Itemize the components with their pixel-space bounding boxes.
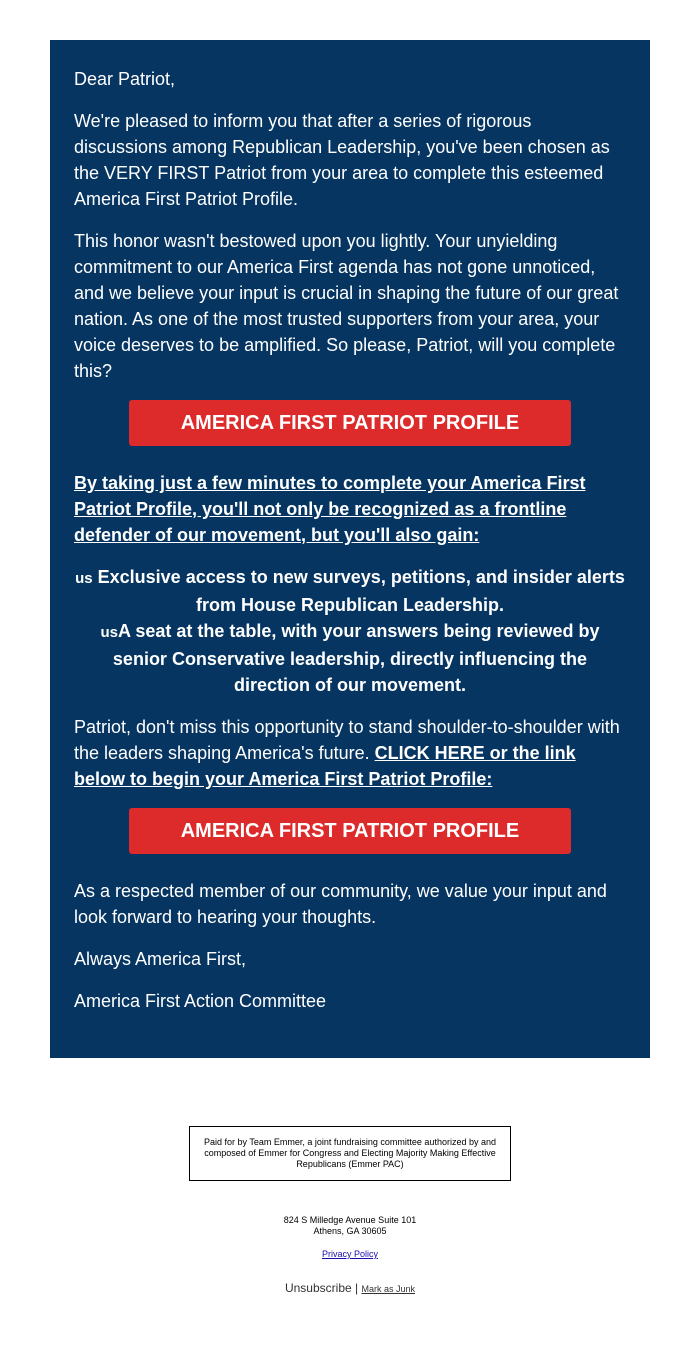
paragraph-intro: We're pleased to inform you that after a series of rigorous discussions among Republican Leadership, you've been chosen as the VERY FIRST Patriot from your area to complete this esteemed America First Patriot Profile. — [74, 111, 610, 209]
address-line-2: Athens, GA 30605 — [313, 1226, 387, 1236]
paragraph-community: As a respected member of our community, we value your input and look forward to hearing your thoughts. — [74, 881, 607, 927]
unsubscribe-row — [0, 1281, 700, 1295]
benefit-text: A seat at the table, with your answers being reviewed by senior Conservative leadership, directly influencing the direction of our movement. — [112, 621, 600, 695]
patriot-profile-button-bottom[interactable]: AMERICA FIRST PATRIOT PROFILE — [129, 808, 571, 854]
benefits-list — [74, 564, 626, 698]
benefit-item — [74, 618, 626, 698]
privacy-policy-link[interactable] — [0, 1249, 700, 1259]
email-body-panel — [50, 40, 650, 1058]
mailing-address — [0, 1215, 700, 1237]
benefit-item — [74, 564, 626, 618]
benefit-text: Exclusive access to new surveys, petitions, and insider alerts from House Republican Leadership. — [97, 567, 625, 615]
click-here-link[interactable]: CLICK HERE or the link below to begin your America First Patriot Profile: — [74, 743, 576, 789]
signature: America First Action Committee — [74, 991, 327, 1011]
address-line-1: 824 S Milledge Avenue Suite 101 — [283, 1215, 417, 1225]
greeting: Dear Patriot, — [74, 69, 176, 89]
paid-for-disclaimer: Paid for by Team Emmer, a joint fundraising committee authorized by and composed of Emmer for Congress and Electing Majority Making Effective Republicans (Emmer PAC) — [189, 1126, 511, 1181]
privacy-policy-label[interactable]: Privacy Policy — [321, 1249, 378, 1259]
unsubscribe-link[interactable]: Unsubscribe — [284, 1281, 352, 1295]
cta-text: Patriot, don't miss this opportunity to stand shoulder-to-shoulder with the leaders shaping America's future. — [74, 717, 620, 763]
patriot-profile-button-top[interactable]: AMERICA FIRST PATRIOT PROFILE — [129, 400, 571, 446]
paragraph-call-to-action — [74, 714, 626, 792]
sign-off: Always America First, — [74, 949, 247, 969]
mark-as-junk-link[interactable]: Mark as Junk — [361, 1284, 416, 1294]
us-flag-icon: us — [75, 570, 93, 587]
paragraph-honor: This honor wasn't bestowed upon you lightly. Your unyielding commitment to our America First agenda has not gone unnoticed, and we believe your input is crucial in shaping the future of our great nation. As one of the most trusted supporters from your area, your voice deserves to be amplified. So please, Patriot, will you complete this? — [74, 231, 619, 381]
benefits-intro-link[interactable]: By taking just a few minutes to complete your America First Patriot Profile, you'll not only be recognized as a frontline defender of our movement, but you'll also gain: — [74, 473, 586, 545]
us-flag-icon: us — [100, 624, 119, 641]
separator: | — [355, 1281, 359, 1295]
